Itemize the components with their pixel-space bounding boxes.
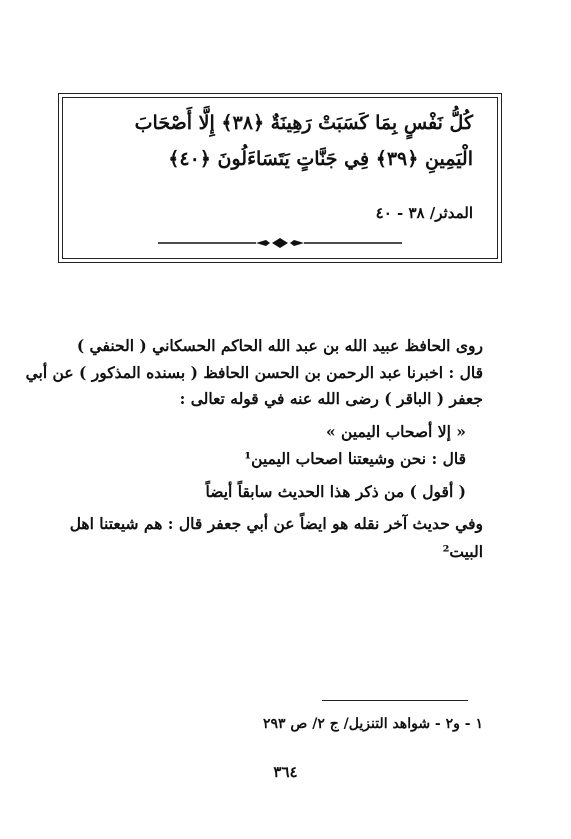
body-line-3: جعفر ( الباقر ) رضى الله عنه في قوله تعالى : xyxy=(179,389,483,408)
body-line-4: « إلا أصحاب اليمين » xyxy=(325,422,466,441)
body-line-6: ( أقول ) من ذكر هذا الحديث سابقاً أيضاً xyxy=(205,482,466,501)
body-line-2: قال : اخبرنا عبد الرحمن بن الحسن الحافظ ( بسنده المذكور ) عن أبي xyxy=(25,363,483,382)
footnote: ١ - و٢ - شواهد التنزيل/ ج ٢/ ص ٢٩٣ xyxy=(262,716,483,732)
verse-line-1: كُلُّ نَفْسٍ بِمَا كَسَبَتْ رَهِينَةٌ ﴿٣٨﴾ إِلَّا أَصْحَابَ xyxy=(134,112,473,134)
divider-ornament xyxy=(158,236,402,250)
footnote-separator xyxy=(322,700,468,701)
body-line-1: روى الحافظ عبيد الله بن عبد الله الحاكم الحسكاني ( الحنفي ) xyxy=(76,336,483,355)
verse-reference: المدثر/ ٣٨ - ٤٠ xyxy=(375,204,473,222)
page-number: ٣٦٤ xyxy=(273,763,298,781)
body-line-8: البيت² xyxy=(442,542,483,561)
body-line-7: وفي حديث آخر نقله هو ايضاً عن أبي جعفر قال : هم شيعتنا اهل xyxy=(69,514,483,533)
body-line-5: قال : نحن وشيعتنا اصحاب اليمين¹ xyxy=(244,449,466,468)
verse-line-2: الْيَمِينِ ﴿٣٩﴾ فِي جَنَّاتٍ يَتَسَاءَلُونَ ﴿٤٠﴾ xyxy=(168,148,473,170)
